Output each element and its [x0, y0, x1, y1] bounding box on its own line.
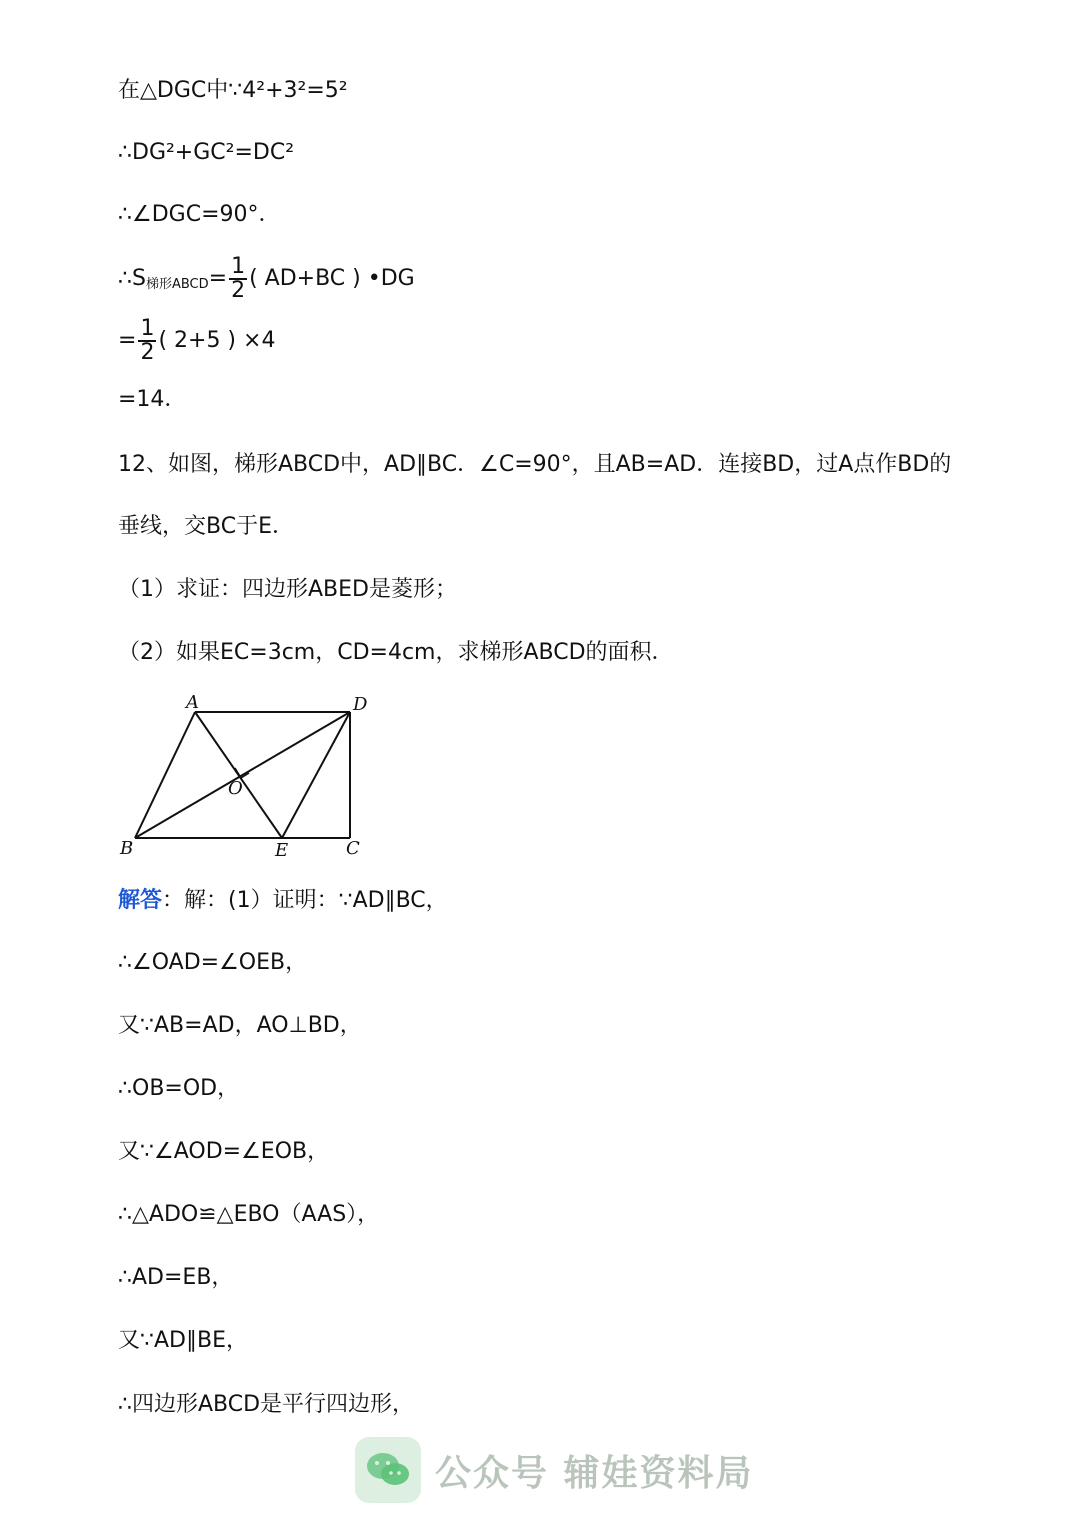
answer-line	[118, 886, 448, 916]
area-subscript: 梯形ABCD	[145, 277, 209, 292]
problem-12-statement-cont: 垂线，交BC于E．	[118, 514, 294, 539]
subst-expression: ( 2+5 ) ×4	[158, 328, 276, 353]
fraction-denominator: 2	[140, 340, 155, 365]
label-e: E	[275, 840, 289, 861]
proof-line-8: ∴四边形ABCD是平行四边形，	[118, 1392, 415, 1417]
segment-ab	[135, 712, 195, 838]
fraction-one-half	[229, 256, 247, 302]
line-dg-gc-dc: ∴DG²+GC²=DC²	[118, 140, 295, 165]
line-dgc-pythagoras: 在△DGC中∵4²+3²=5²	[118, 78, 348, 103]
proof-line-7: 又∵AD∥BE，	[118, 1328, 248, 1353]
proof-line-2: 又∵AB=AD，AO⊥BD，	[118, 1013, 362, 1038]
answer-text: ：解：(1）证明：∵AD∥BC，	[162, 888, 448, 913]
wechat-icon	[355, 1437, 421, 1503]
watermark	[355, 1437, 754, 1503]
line-angle-dgc: ∴∠DGC=90°．	[118, 202, 281, 227]
fraction-numerator: 1	[231, 254, 246, 279]
problem-12-part-1: （1）求证：四边形ABED是菱形；	[118, 577, 457, 602]
line-area-substitution	[118, 318, 275, 364]
watermark-text: 公众号 辅娃资料局	[435, 1452, 754, 1494]
proof-line-5: ∴△ADO≌△EBO（AAS），	[118, 1202, 380, 1227]
line-trapezoid-area-formula	[118, 256, 415, 302]
segment-bd	[135, 712, 350, 838]
problem-12-statement: 12、如图，梯形ABCD中，AD∥BC．∠C=90°，且AB=AD．连接BD，过A点作BD的	[118, 452, 952, 477]
proof-line-4: 又∵∠AOD=∠EOB，	[118, 1139, 330, 1164]
proof-line-6: ∴AD=EB，	[118, 1265, 234, 1290]
area-expression: ( AD+BC ) •DG	[249, 266, 415, 291]
label-c: C	[346, 838, 360, 859]
fraction-numerator: 1	[140, 316, 155, 341]
fraction-one-half-2	[138, 318, 156, 364]
area-equals: =	[208, 266, 228, 291]
area-prefix: ∴S	[118, 266, 146, 291]
subst-equals: =	[118, 328, 137, 353]
proof-line-1: ∴∠OAD=∠OEB，	[118, 950, 308, 975]
fraction-denominator: 2	[231, 278, 246, 303]
label-a: A	[186, 692, 199, 713]
problem-12-part-2: （2）如果EC=3cm，CD=4cm，求梯形ABCD的面积．	[118, 640, 674, 665]
trapezoid-figure	[110, 690, 380, 865]
answer-label: 解答	[118, 888, 163, 913]
label-o: O	[228, 778, 243, 799]
proof-line-3: ∴OB=OD，	[118, 1076, 240, 1101]
label-d: D	[353, 694, 368, 715]
label-b: B	[120, 838, 134, 859]
line-area-result: =14．	[118, 387, 187, 412]
